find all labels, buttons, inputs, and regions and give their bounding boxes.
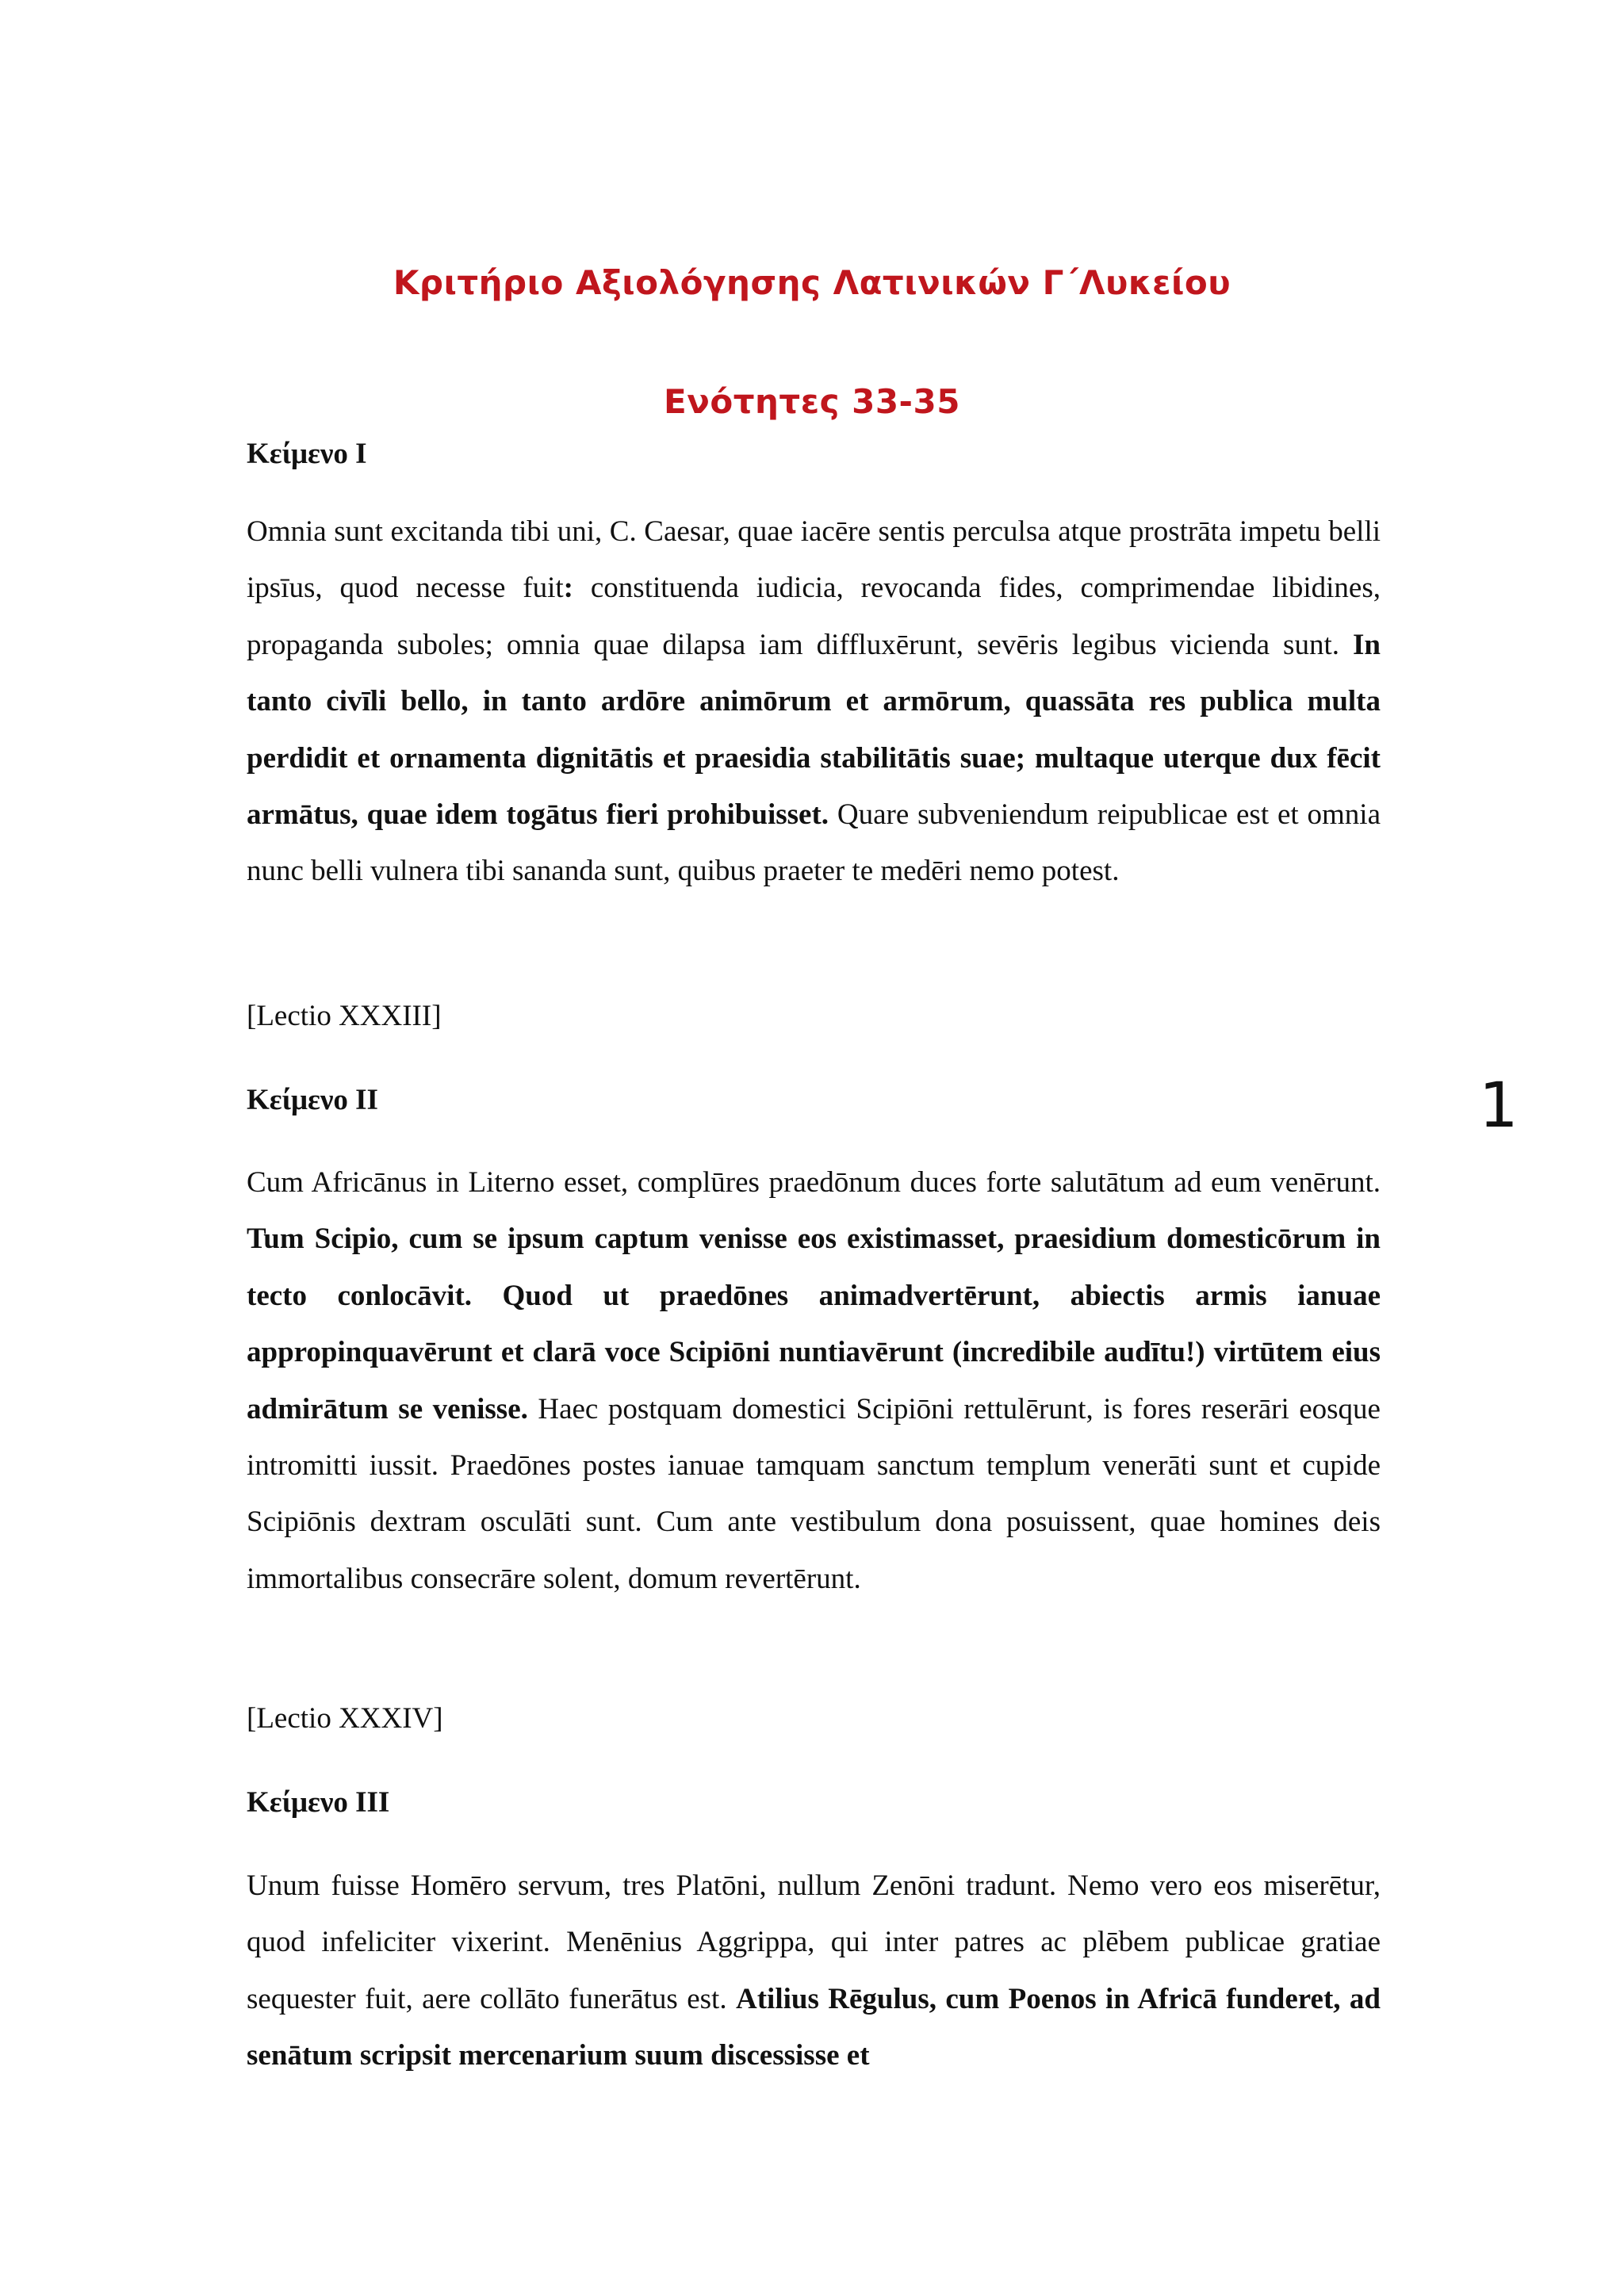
page-number: 1: [1479, 1070, 1519, 1142]
document-title: Κριτήριο Αξιολόγησης Λατινικών Γ΄Λυκείου: [393, 263, 1231, 302]
text-run: Unum fuisse Homēro servum, tres Platōni, nullum Zenōni tradunt. Nemo vero eos miserētur, quod infeliciter vixerint. Menēnius Aggrippa, qui inter patres ac plēbem publicae gratiae sequester fuit, aere collāto funerātus est.: [247, 1869, 1381, 2015]
text-run-bold: Tum Scipio, cum se ipsum captum venisse eos existimasset, praesidium domesticōrum in tecto conlocāvit. Quod ut praedōnes animadvertērunt, abiectis armis ianuae appropinquavērunt et clarā voce Scipiōni nuntiavērunt (incredibile audītu!) virtūtem eius admirātum se venisse.: [247, 1223, 1381, 1425]
text-run: Quare subveniendum reipublicae est et omnia nunc belli vulnera tibi sananda sunt, quibus praeter te medēri nemo potest.: [247, 798, 1381, 888]
section-source-2: [Lectio XXXIV]: [247, 1702, 443, 1735]
section-text-1: [247, 503, 1381, 900]
text-run: Haec postquam domestici Scipiōni rettulērunt, is fores reserāri eosque intromitti iussit. Praedōnes postes ianuae tamquam sanctum templum venerāti sunt et cupide Scipiōnis dextram osculāti sunt. Cum ante vestibulum dona posuissent, quae homines deis immortalibus consecrāre solent, domum revertērunt.: [247, 1392, 1381, 1595]
section-source-1: [Lectio XXXIII]: [247, 1000, 442, 1032]
section-heading-1: Κείμενο Ι: [247, 438, 367, 470]
section-text-3: [247, 1858, 1381, 2084]
section-text-2: [247, 1154, 1381, 1607]
section-heading-3: Κείμενο ΙΙΙ: [247, 1786, 390, 1819]
text-run: Omnia sunt excitanda tibi uni, C. Caesar, quae iacēre sentis perculsa atque prostrāta impetu belli ipsīus, quod necesse fuit: [247, 515, 1381, 605]
document-subtitle: Ενότητες 33-35: [664, 382, 960, 421]
text-run-bold: Atilius Rēgulus, cum Poenos in Africā funderet, ad senātum scripsit mercenarium suum discessisse et: [247, 1982, 1381, 2072]
text-run-bold: In tanto civīli bello, in tanto ardōre animōrum et armōrum, quassāta res publica multa perdidit et ornamenta dignitātis et praesidia stabilitātis suae; multaque uterque dux fēcit armātus, quae idem togātus fieri prohibuisset.: [247, 628, 1381, 832]
text-run: Cum Africānus in Literno esset, complūres praedōnum duces forte salutātum ad eum venērunt.: [247, 1166, 1381, 1199]
text-run-bold: :: [563, 572, 573, 605]
text-run: constituenda iudicia, revocanda fides, comprimendae libidines, propaganda suboles; omnia quae dilapsa iam diffluxērunt, sevēris legibus vicienda sunt.: [247, 572, 1381, 661]
section-heading-2: Κείμενο ΙΙ: [247, 1084, 378, 1116]
